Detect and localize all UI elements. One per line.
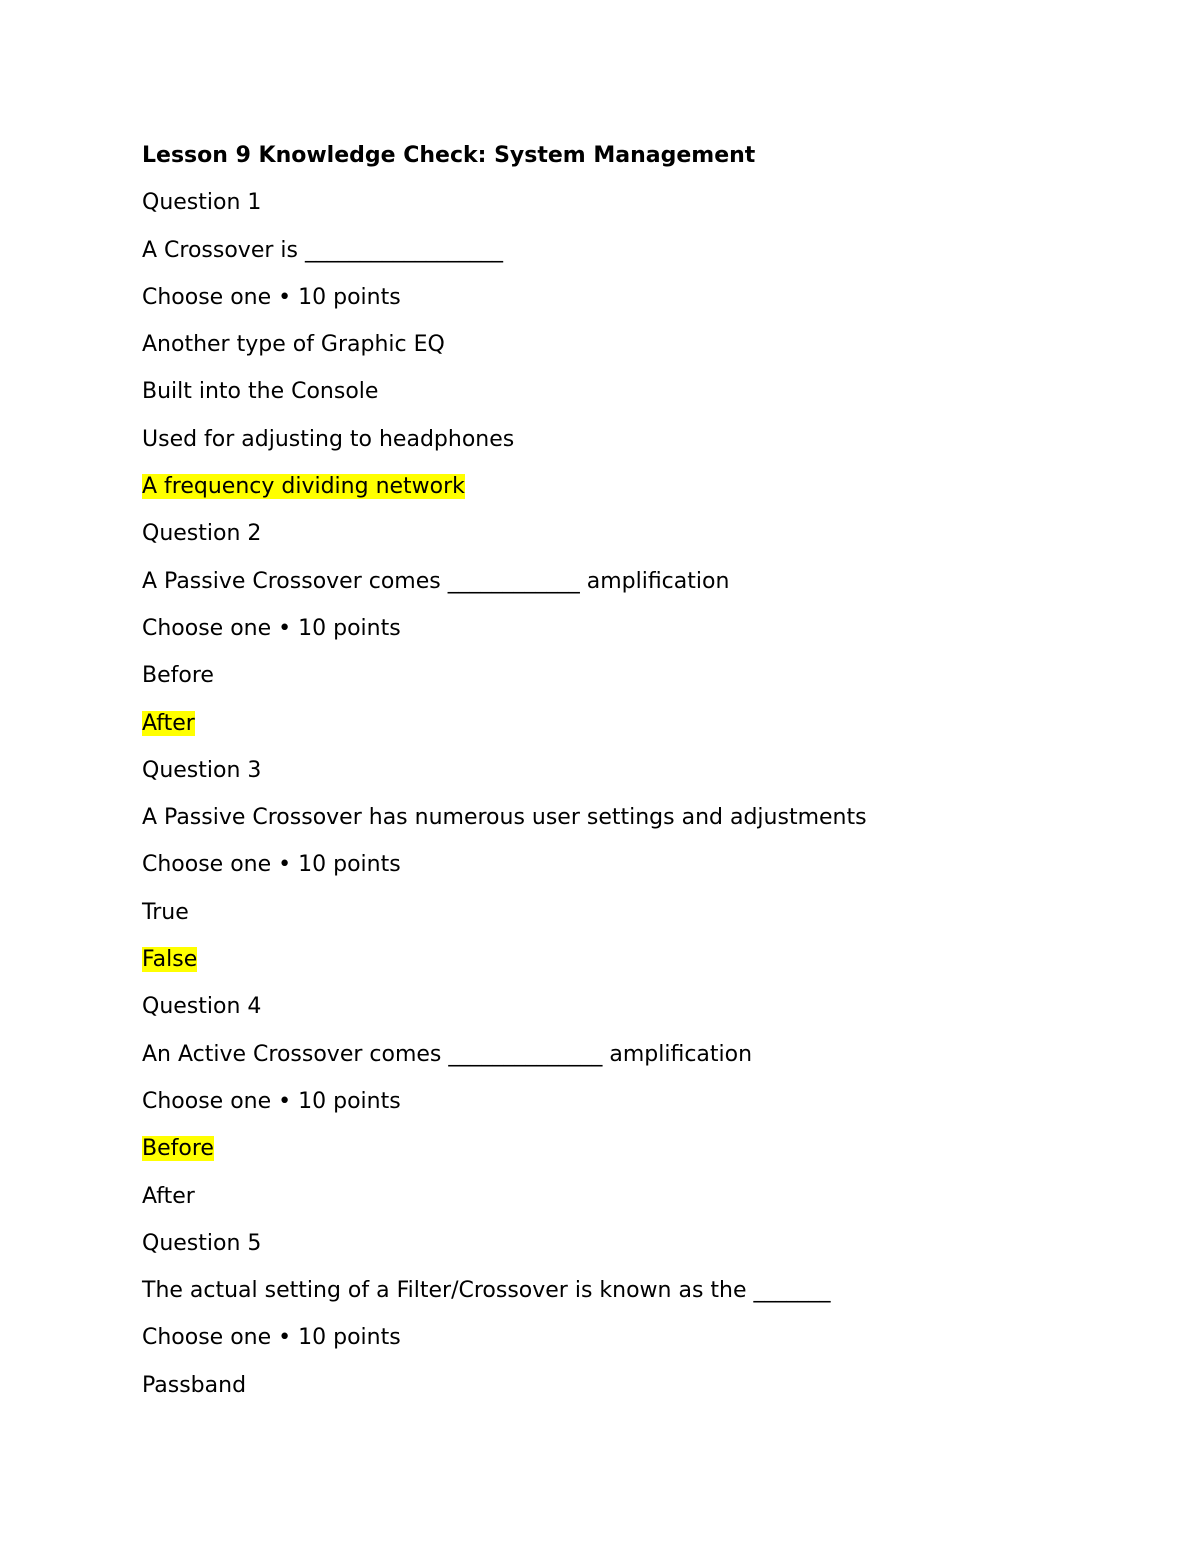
option-text: Before: [142, 663, 214, 689]
question-5-prompt: The actual setting of a Filter/Crossover is known as the _______: [142, 1278, 831, 1304]
question-4-meta: Choose one • 10 points: [142, 1088, 401, 1114]
question-3-option-1: [142, 895, 1142, 931]
option-text: True: [142, 899, 189, 925]
question-1-label: Question 1: [142, 190, 262, 216]
question-5-option-1: [142, 1368, 1142, 1404]
question-3-label: Question 3: [142, 757, 262, 783]
document-page: [142, 138, 1142, 1415]
question-1-option-2: [142, 374, 1142, 410]
option-text: Built into the Console: [142, 379, 379, 405]
question-4-option-1-answer: [142, 1131, 1142, 1167]
question-1-option-4-answer: [142, 469, 1142, 505]
question-2-option-2-answer: [142, 706, 1142, 742]
document-title: Lesson 9 Knowledge Check: System Management: [142, 143, 756, 168]
option-text: Another type of Graphic EQ: [142, 332, 445, 358]
highlighted-answer: False: [142, 947, 198, 973]
question-3-meta: Choose one • 10 points: [142, 852, 401, 878]
question-2-option-1: [142, 658, 1142, 694]
highlighted-answer: After: [142, 710, 195, 736]
question-2-prompt: A Passive Crossover comes ____________ amplification: [142, 568, 730, 594]
question-1-meta: Choose one • 10 points: [142, 284, 401, 310]
option-text: After: [142, 1183, 195, 1209]
question-2-label: Question 2: [142, 521, 262, 547]
question-1-prompt: A Crossover is __________________: [142, 237, 503, 263]
question-5-meta: Choose one • 10 points: [142, 1325, 401, 1351]
question-4-prompt: An Active Crossover comes ______________ amplification: [142, 1041, 753, 1067]
highlighted-answer: A frequency dividing network: [142, 474, 465, 500]
question-3-prompt: A Passive Crossover has numerous user settings and adjustments: [142, 805, 867, 831]
question-1-option-1: [142, 327, 1142, 363]
question-4-option-2: [142, 1179, 1142, 1215]
question-5-label: Question 5: [142, 1230, 262, 1256]
question-1-option-3: [142, 422, 1142, 458]
option-text: Used for adjusting to headphones: [142, 426, 515, 452]
question-3-option-2-answer: [142, 942, 1142, 978]
question-4-label: Question 4: [142, 994, 262, 1020]
option-text: Passband: [142, 1372, 247, 1398]
highlighted-answer: Before: [142, 1136, 214, 1162]
question-2-meta: Choose one • 10 points: [142, 615, 401, 641]
